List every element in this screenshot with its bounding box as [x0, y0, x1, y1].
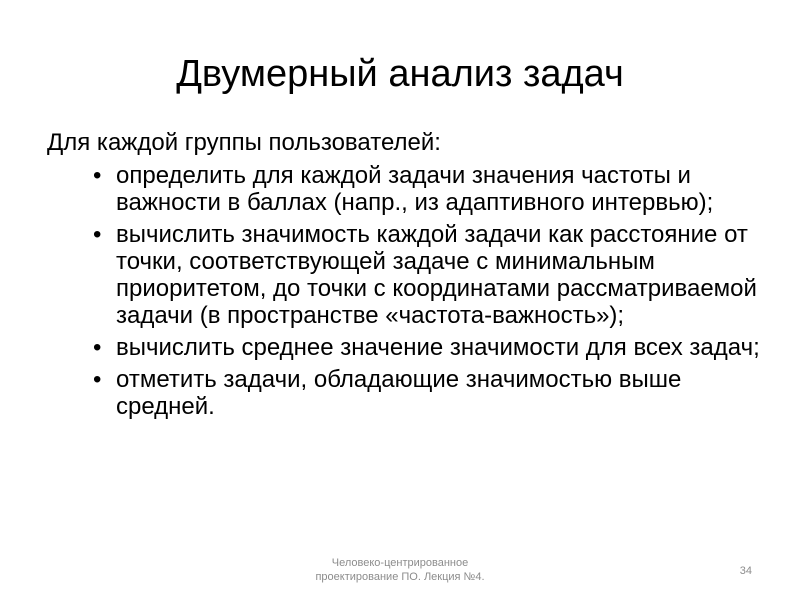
lead-text: Для каждой группы пользователей: — [47, 129, 441, 156]
bullet-text: определить для каждой задачи значения частоты и важности в баллах (напр., из адаптивного интервью); — [116, 162, 714, 216]
footer-caption — [280, 556, 520, 584]
page-number: 34 — [739, 565, 752, 577]
footer-line-2: проектирование ПО. Лекция №4. — [315, 571, 485, 583]
bullet-item — [93, 334, 767, 361]
bullet-item — [93, 366, 767, 420]
bullet-text: отметить задачи, обладающие значимостью выше средней. — [116, 366, 682, 420]
bullet-text: вычислить среднее значение значимости для всех задач; — [116, 334, 760, 361]
bullet-list — [47, 162, 767, 420]
footer-line-1: Человеко-центрированное — [331, 557, 469, 569]
slide-title: Двумерный анализ задач — [176, 53, 624, 95]
slide-body — [47, 128, 767, 425]
bullet-dot-icon: • — [93, 162, 102, 189]
bullet-dot-icon: • — [93, 221, 102, 248]
bullet-dot-icon: • — [93, 366, 102, 393]
bullet-item — [93, 162, 767, 216]
bullet-item — [93, 221, 767, 329]
bullet-dot-icon: • — [93, 334, 102, 361]
bullet-text: вычислить значимость каждой задачи как расстояние от точки, соответствующей задаче с минимальным приоритетом, до точки с координатами рассматриваемой задачи (в пространстве «частота-важность»); — [116, 221, 757, 329]
